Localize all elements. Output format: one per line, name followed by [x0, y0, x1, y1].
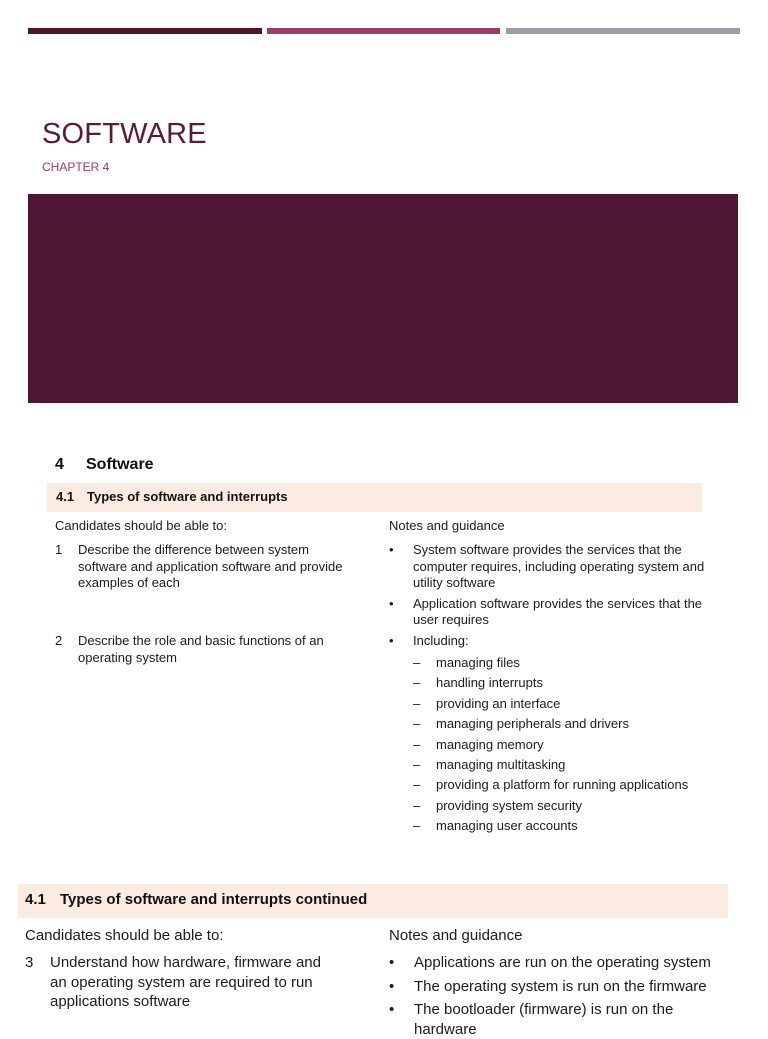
- list-item: [389, 596, 709, 629]
- accent-bar-1: [28, 28, 262, 34]
- learning-objective-2: [55, 633, 355, 666]
- notes-header: Notes and guidance: [389, 518, 505, 533]
- sub-item-text: managing peripherals and drivers: [436, 716, 629, 732]
- list-item: [413, 653, 713, 673]
- section-heading: [55, 456, 154, 474]
- sub-item-text: managing multitasking: [436, 757, 566, 773]
- section-number: 4: [55, 456, 64, 473]
- chapter-label: CHAPTER 4: [42, 160, 110, 174]
- list-item: [389, 1000, 719, 1039]
- list-item: [413, 673, 713, 693]
- band-number: 4.1: [25, 891, 46, 908]
- notes-header: Notes and guidance: [389, 927, 523, 944]
- objective-text: Describe the role and basic functions of an operating system: [78, 633, 324, 665]
- objective-number: 1: [55, 542, 63, 557]
- band-number: 4.1: [56, 489, 75, 504]
- dash-icon: –: [413, 695, 421, 711]
- list-item: [413, 775, 713, 795]
- candidates-header: Candidates should be able to:: [25, 927, 224, 944]
- bullet-icon: •: [389, 954, 395, 971]
- list-item: [413, 816, 713, 836]
- dash-icon: –: [413, 777, 421, 793]
- dash-icon: –: [413, 655, 421, 670]
- sub-item-text: managing memory: [436, 736, 544, 752]
- dash-icon: –: [413, 716, 421, 732]
- list-item: [413, 714, 713, 734]
- syllabus-band-2: [18, 884, 728, 918]
- note-text: The operating system is run on the firmware: [414, 977, 707, 995]
- dash-icon: –: [413, 675, 421, 691]
- sub-item-text: providing a platform for running applications: [436, 777, 689, 793]
- dash-icon: –: [413, 818, 421, 834]
- functions-sublist: [413, 653, 713, 837]
- accent-bar-3: [506, 28, 740, 34]
- page-title: SOFTWARE: [42, 118, 207, 150]
- list-item: [389, 953, 719, 973]
- notes-list-2: [389, 633, 709, 650]
- list-item: [389, 633, 709, 650]
- dash-icon: –: [413, 757, 421, 773]
- note-text: Including:: [413, 633, 469, 648]
- sub-item-text: providing an interface: [436, 695, 561, 711]
- objective-text: Describe the difference between system software and application software and provide examples of each: [78, 542, 343, 590]
- list-item: [413, 796, 713, 816]
- objective-text: Understand how hardware, firmware and an operating system are required to run applications software: [50, 954, 321, 1010]
- syllabus-band-1: [47, 483, 702, 512]
- objective-number: 2: [55, 633, 63, 648]
- note-text: System software provides the services that the computer requires, including operating system and utility software: [413, 542, 705, 590]
- notes-list-3: [389, 953, 719, 1039]
- candidates-header: Candidates should be able to:: [55, 518, 228, 533]
- section-title: Software: [86, 456, 154, 473]
- sub-item-text: managing user accounts: [436, 818, 578, 834]
- bullet-icon: •: [389, 1001, 395, 1018]
- hero-banner: [28, 194, 738, 403]
- list-item: [413, 755, 713, 775]
- sub-item-text: providing system security: [436, 797, 582, 813]
- list-item: [389, 542, 709, 592]
- accent-bar-2: [267, 28, 500, 34]
- bullet-icon: •: [389, 633, 394, 648]
- bullet-icon: •: [389, 977, 395, 995]
- bullet-icon: •: [389, 542, 394, 557]
- learning-objective-1: [55, 542, 355, 592]
- dash-icon: –: [413, 797, 421, 813]
- dash-icon: –: [413, 736, 421, 752]
- note-text: The bootloader (firmware) is run on the hardware: [414, 1001, 674, 1038]
- band-title: Types of software and interrupts: [87, 489, 288, 504]
- objective-number: 3: [25, 954, 34, 971]
- list-item: [389, 977, 719, 997]
- note-text: Application software provides the services that the user requires: [413, 595, 703, 627]
- sub-item-text: handling interrupts: [436, 675, 543, 691]
- list-item: [413, 735, 713, 755]
- notes-list-1: [389, 542, 709, 629]
- band-title: Types of software and interrupts continued: [60, 891, 368, 908]
- bullet-icon: •: [389, 595, 394, 611]
- list-item: [413, 694, 713, 714]
- sub-item-text: managing files: [436, 655, 520, 670]
- note-text: Applications are run on the operating system: [414, 954, 711, 971]
- learning-objective-3: [25, 953, 335, 1012]
